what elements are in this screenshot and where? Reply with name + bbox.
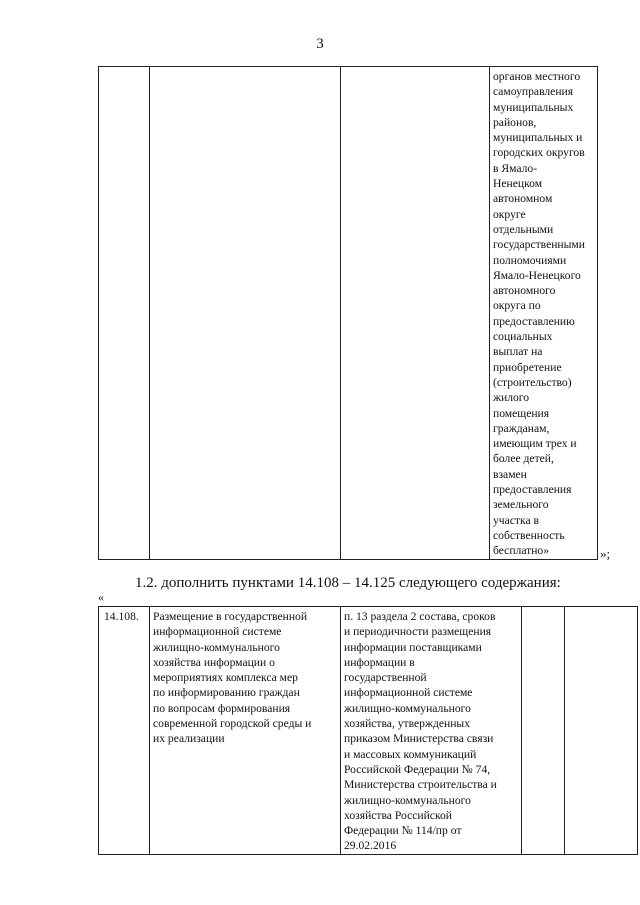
text-line: округа по [493,299,541,313]
table-row [99,607,638,855]
text-line: более детей, [493,452,554,466]
text-line: собственность [493,528,565,542]
text-line: Министерства строительства и [344,778,497,792]
continuation-table [98,66,598,560]
table-row [99,67,598,560]
text-line: государственной [344,671,427,685]
text-line: Российской Федерации № 74, [344,762,491,776]
authority-text [490,67,597,559]
closing-quote-mark: »; [600,546,611,561]
text-line: и периодичности размещения [344,625,492,639]
text-line: государственными [493,238,585,252]
text-line: социальных [493,330,553,344]
text-line: приобретение [493,360,562,374]
table-cell-empty [522,607,565,855]
text-line: жилищно-коммунального [344,793,471,807]
page-number: 3 [316,36,324,52]
text-line: в Ямало- [493,161,538,175]
text-line: мероприятиях комплекса мер [153,671,298,685]
text-line: имеющим трех и [493,437,577,451]
text-line: их реализации [153,732,225,746]
text-line: информации поставщиками [344,640,482,654]
text-line: отдельными [493,222,554,236]
text-line: приказом Министерства связи [344,732,494,746]
table-cell-empty [565,607,638,855]
text-line: полномочиями [493,253,567,267]
item-basis [341,607,521,854]
text-line: хозяйства информации о [153,655,275,669]
amendment-paragraph: 1.2. дополнить пунктами 14.108 – 14.125 следующего содержания: [135,575,561,591]
text-line: современной городской среды и [153,717,312,731]
text-line: информационной системе [153,625,282,639]
text-line: предоставлению [493,314,575,328]
text-line: жилого [493,391,530,405]
text-line: по информированию граждан [153,686,300,700]
text-line: информации в [344,655,415,669]
text-line: самоуправления [493,85,574,99]
text-line: участка в [493,513,539,527]
table-cell-description [150,67,341,560]
text-line: районов, [493,115,537,129]
text-line: предоставления [493,483,572,497]
text-line: 29.02.2016 [344,839,397,853]
text-line: автономного [493,284,556,298]
item-description [150,607,340,747]
text-line: по вопросам формирования [153,701,291,715]
text-line: Ненецком [493,177,543,191]
text-line: хозяйства Российской [344,808,452,822]
text-line: взамен [493,467,527,481]
table-cell-basis [341,607,522,855]
text-line: п. 13 раздела 2 состава, сроков [344,610,496,623]
text-line: бесплатно» [493,544,550,558]
text-line: (строительство) [493,375,572,389]
new-items-table [98,606,638,855]
text-line: Ямало-Ненецкого [493,268,581,282]
opening-quote-mark: « [98,590,104,604]
text-line: земельного [493,498,549,512]
text-line: информационной системе [344,686,473,700]
text-line: хозяйства, утвержденных [344,717,471,731]
text-line: округе [493,207,526,221]
text-line: муниципальных [493,100,574,114]
text-line: Федерации № 114/пр от [344,824,462,838]
table-cell-number [99,607,150,855]
text-line: жилищно-коммунального [344,701,471,715]
text-line: и массовых коммуникаций [344,747,477,761]
item-number: 14.108. [104,610,139,623]
table-cell-basis [341,67,490,560]
text-line: городских округов [493,146,585,160]
text-line: выплат на [493,345,543,359]
text-line: муниципальных и [493,131,583,145]
text-line: Размещение в государственной [153,610,308,623]
text-line: гражданам, [493,421,550,435]
text-line: помещения [493,406,550,420]
table-cell-number [99,67,150,560]
text-line: жилищно-коммунального [153,640,280,654]
table-cell-authority [490,67,598,560]
text-line: органов местного [493,70,581,83]
text-line: автономном [493,192,553,206]
table-cell-description [150,607,341,855]
